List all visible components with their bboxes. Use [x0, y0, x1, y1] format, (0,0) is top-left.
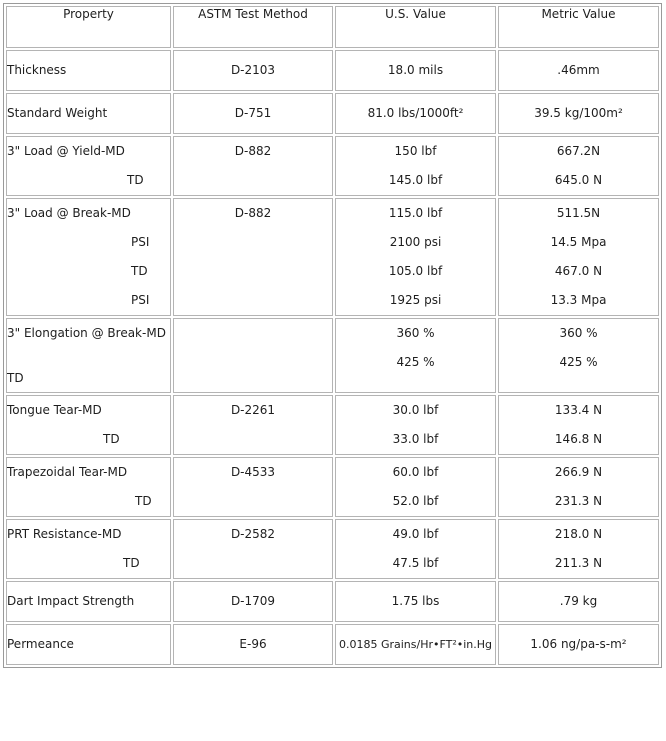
us-value: 1925 psi	[389, 293, 442, 307]
property-sub-td: TD	[127, 173, 144, 187]
property-name: Standard Weight	[7, 106, 108, 120]
header-metric-value: Metric Value	[498, 6, 659, 48]
metric-value: 211.3 N	[554, 556, 603, 570]
property-sub-psi: PSI	[131, 293, 150, 307]
us-value: 1.75 lbs	[391, 594, 440, 608]
header-property: Property	[6, 6, 171, 48]
property-name: Thickness	[7, 63, 67, 77]
us-value: 60.0 lbf	[392, 465, 439, 479]
property-name: 3" Load @ Yield-MD	[7, 144, 125, 158]
metric-value: 467.0 N	[554, 264, 603, 278]
property-name: Tongue Tear-MD	[7, 403, 102, 417]
metric-value: 425 %	[559, 355, 598, 369]
test-method: D-882	[234, 206, 272, 220]
metric-value: 266.9 N	[554, 465, 603, 479]
metric-value: 14.5 Mpa	[550, 235, 607, 249]
property-sub-td: TD	[123, 556, 140, 570]
property-name: 3" Load @ Break-MD	[7, 206, 131, 220]
us-value: 360 %	[396, 326, 435, 340]
header-us-value: U.S. Value	[335, 6, 496, 48]
us-value: 105.0 lbf	[388, 264, 443, 278]
test-method: D-2103	[230, 63, 276, 77]
property-sub-td: TD	[103, 432, 120, 446]
test-method: D-2261	[230, 403, 276, 417]
metric-value: 231.3 N	[554, 494, 603, 508]
table-row	[6, 50, 659, 91]
property-name: PRT Resistance-MD	[7, 527, 122, 541]
metric-value: 1.06 ng/pa-s-m²	[530, 637, 627, 651]
metric-value: 13.3 Mpa	[550, 293, 607, 307]
table-row	[6, 198, 659, 316]
header-row	[6, 6, 659, 48]
us-value: 115.0 lbf	[388, 206, 443, 220]
table-row	[6, 624, 659, 665]
test-method: D-2582	[230, 527, 276, 541]
us-value: 49.0 lbf	[392, 527, 439, 541]
us-value: 47.5 lbf	[392, 556, 439, 570]
metric-value: 146.8 N	[554, 432, 603, 446]
test-method: D-4533	[230, 465, 276, 479]
us-value: 30.0 lbf	[392, 403, 439, 417]
metric-value: 133.4 N	[554, 403, 603, 417]
metric-value: 667.2N	[556, 144, 601, 158]
test-method: E-96	[239, 637, 267, 651]
test-method: D-882	[234, 144, 272, 158]
us-value: 425 %	[396, 355, 435, 369]
us-value: 52.0 lbf	[392, 494, 439, 508]
test-method: D-751	[234, 106, 272, 120]
test-method: D-1709	[230, 594, 276, 608]
table-row	[6, 581, 659, 622]
property-sub-td: TD	[135, 494, 152, 508]
us-value: 33.0 lbf	[392, 432, 439, 446]
metric-value: 218.0 N	[554, 527, 603, 541]
us-value: 145.0 lbf	[388, 173, 443, 187]
table-row	[6, 318, 659, 393]
property-name: Dart Impact Strength	[7, 594, 135, 608]
metric-value: 511.5N	[556, 206, 601, 220]
property-sub-td: TD	[7, 371, 24, 385]
table-row	[6, 93, 659, 134]
properties-table	[3, 3, 662, 668]
us-value: 81.0 lbs/1000ft²	[367, 106, 464, 120]
table-row	[6, 519, 659, 579]
us-value: 150 lbf	[394, 144, 437, 158]
table-row	[6, 457, 659, 517]
property-sub-td: TD	[131, 264, 148, 278]
property-sub-psi: PSI	[131, 235, 150, 249]
us-value: 0.0185 Grains/Hr•FT²•in.Hg	[338, 638, 493, 651]
us-value: 2100 psi	[389, 235, 442, 249]
metric-value: .79 kg	[559, 594, 598, 608]
metric-value: 645.0 N	[554, 173, 603, 187]
us-value: 18.0 mils	[387, 63, 444, 77]
header-method: ASTM Test Method	[173, 6, 333, 48]
property-name: 3" Elongation @ Break-MD	[7, 326, 166, 340]
metric-value: .46mm	[557, 63, 600, 77]
test-method	[174, 319, 332, 348]
metric-value: 360 %	[559, 326, 598, 340]
table-row	[6, 395, 659, 455]
table-row	[6, 136, 659, 196]
property-name: Permeance	[7, 637, 74, 651]
property-name: Trapezoidal Tear-MD	[7, 465, 128, 479]
metric-value: 39.5 kg/100m²	[534, 106, 623, 120]
